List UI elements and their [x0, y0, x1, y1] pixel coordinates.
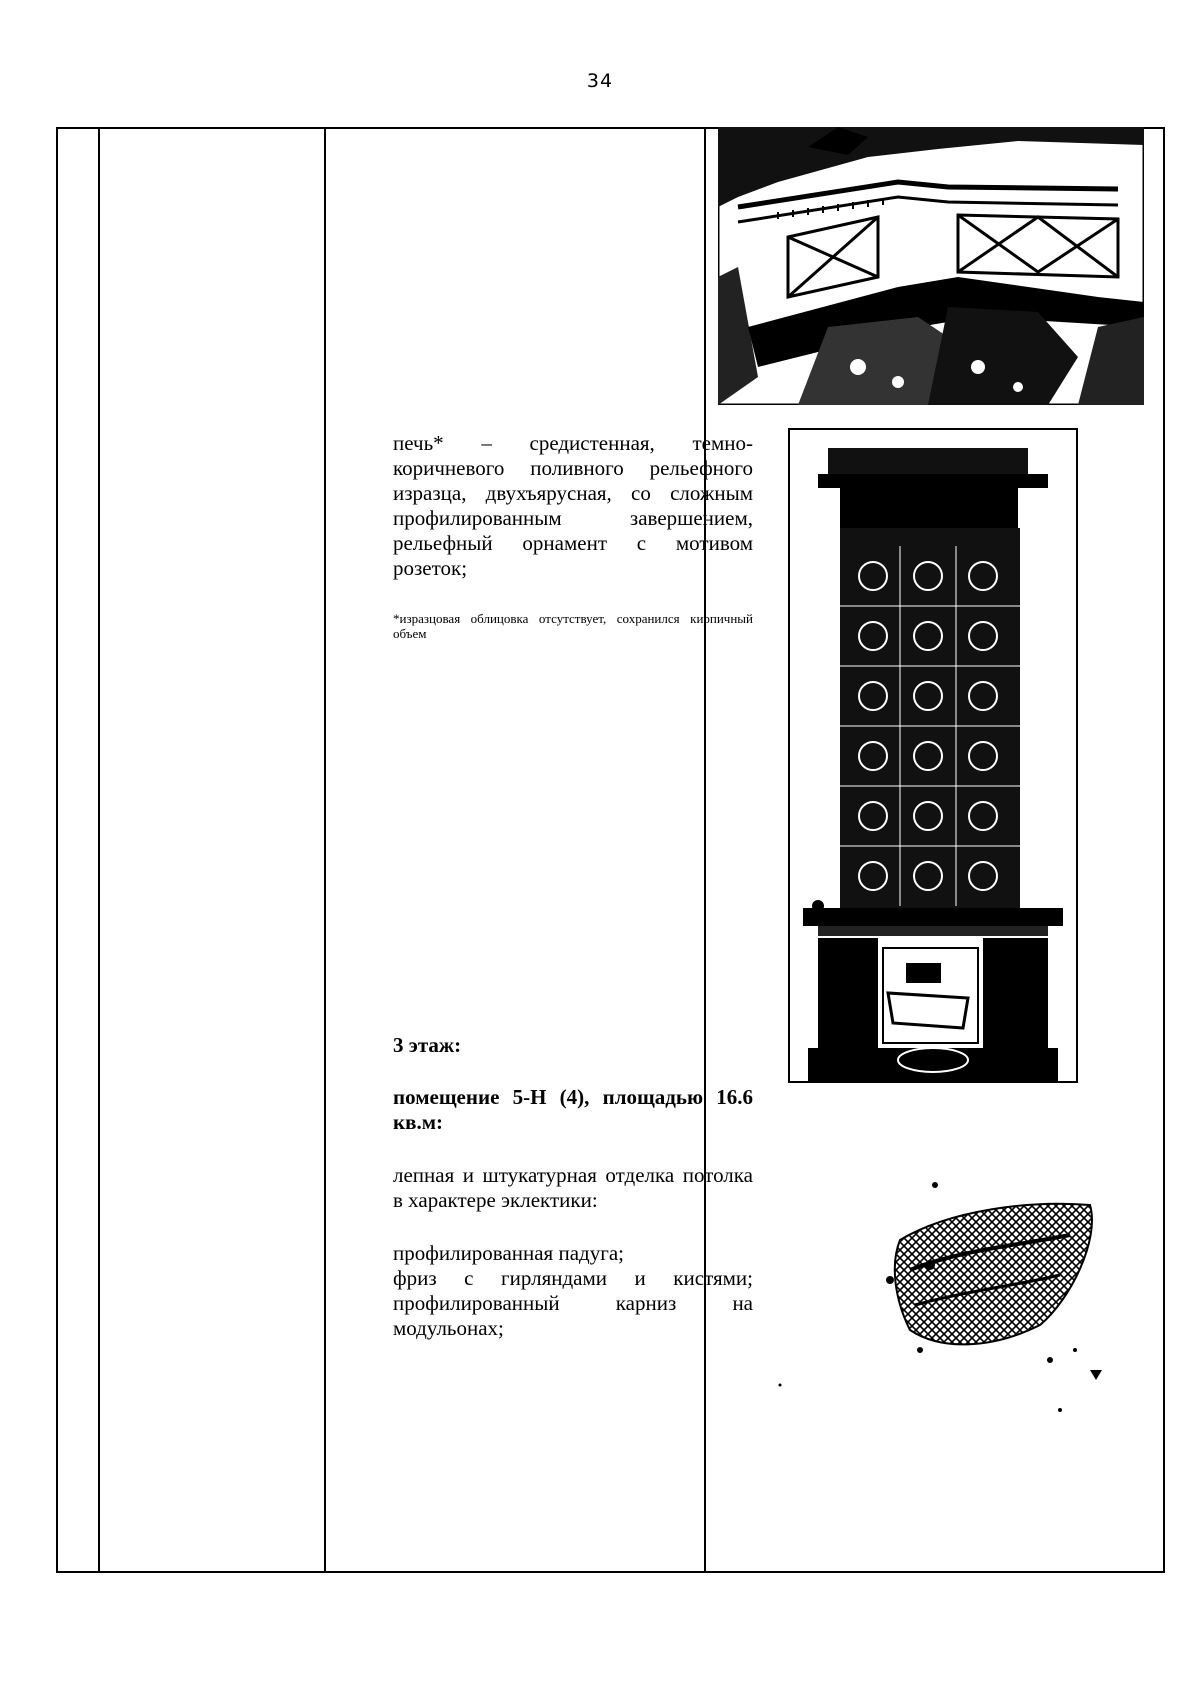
ceiling-item: профилированная падуга; — [393, 1241, 624, 1265]
ceiling-intro: лепная и штукатурная отделка потолка в характере эклектики: — [393, 1163, 753, 1212]
column-divider — [98, 129, 100, 1571]
floor-heading: 3 этаж: — [393, 1033, 462, 1057]
ceiling-item: профилированный карниз на модульонах; — [393, 1291, 753, 1340]
stove-description: печь* – средистенная, темно-коричневого поливного рельефного изразца, двухъярусная, со сложным профилированным завершением, рельефный орнамент с мотивом розеток; — [393, 431, 753, 580]
room-heading: помещение 5-Н (4), площадью 16.6 кв.м: — [393, 1085, 753, 1134]
tiled-stove-photo — [788, 428, 1078, 1083]
page-number: 34 — [586, 70, 614, 92]
column-divider — [324, 129, 326, 1571]
interior-panel-photo — [718, 127, 1144, 405]
description-column — [393, 129, 753, 1571]
stove-footnote: *изразцовая облицовка отсутствует, сохранился кирпичный объем — [393, 611, 753, 641]
ceiling-stucco-photo — [720, 1150, 1120, 1430]
ceiling-item: фриз с гирляндами и кистями; — [393, 1266, 753, 1290]
